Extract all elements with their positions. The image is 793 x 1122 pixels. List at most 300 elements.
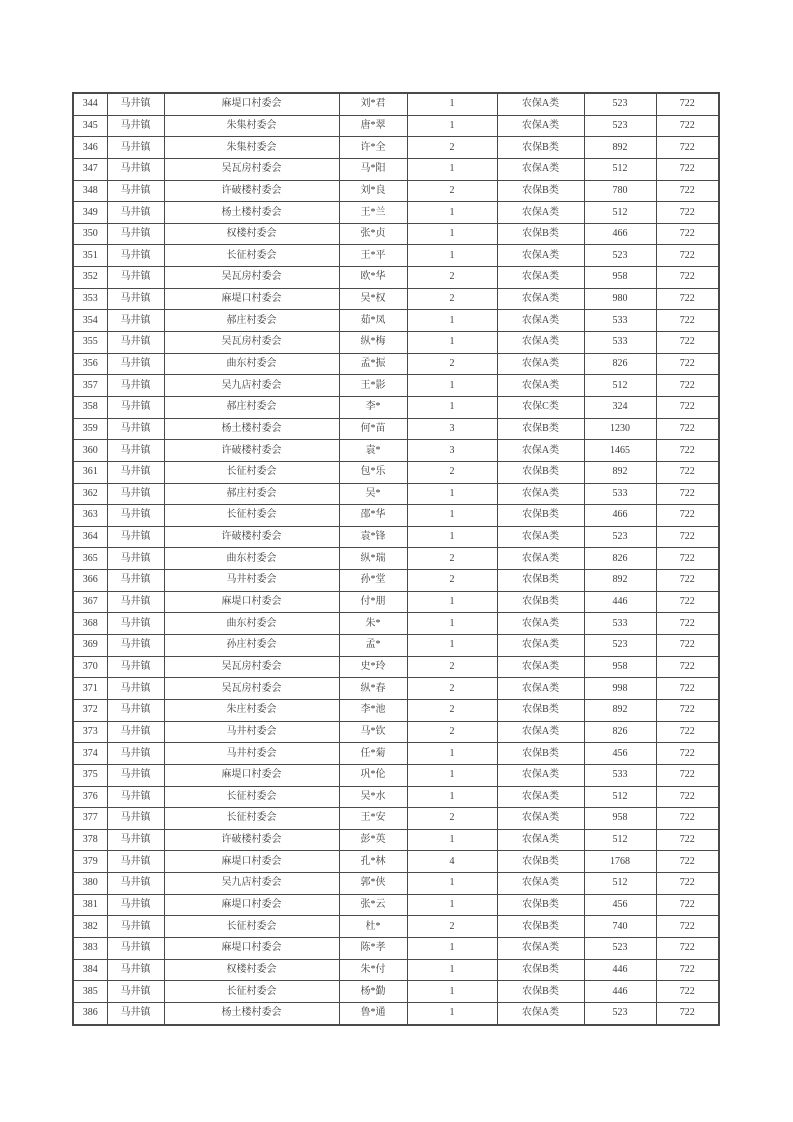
table-cell: 512 xyxy=(584,158,656,180)
table-cell: 李*池 xyxy=(339,699,407,721)
table-row xyxy=(73,440,719,462)
table-cell: 722 xyxy=(656,656,719,678)
table-cell: 马井镇 xyxy=(107,851,164,873)
table-cell: 512 xyxy=(584,873,656,895)
table-cell: 农保A类 xyxy=(497,635,584,657)
table-cell: 麻堤口村委会 xyxy=(164,591,339,613)
table-cell: 杨土楼村委会 xyxy=(164,1002,339,1024)
table-cell: 农保B类 xyxy=(497,851,584,873)
table-row xyxy=(73,505,719,527)
table-cell: 农保A类 xyxy=(497,93,584,115)
table-cell: 722 xyxy=(656,548,719,570)
table-cell: 1 xyxy=(407,483,497,505)
table-cell: 麻堤口村委会 xyxy=(164,93,339,115)
table-cell: 王*影 xyxy=(339,375,407,397)
table-row xyxy=(73,93,719,115)
table-cell: 马井镇 xyxy=(107,353,164,375)
table-cell: 2 xyxy=(407,288,497,310)
table-cell: 马井镇 xyxy=(107,93,164,115)
table-cell: 2 xyxy=(407,548,497,570)
table-cell: 刘*君 xyxy=(339,93,407,115)
table-cell: 郭*侠 xyxy=(339,873,407,895)
table-row xyxy=(73,570,719,592)
table-cell: 马井镇 xyxy=(107,764,164,786)
table-cell: 许破楼村委会 xyxy=(164,440,339,462)
table-row xyxy=(73,180,719,202)
table-cell: 1 xyxy=(407,591,497,613)
table-cell: 446 xyxy=(584,591,656,613)
table-cell: 农保B类 xyxy=(497,699,584,721)
table-cell: 马井镇 xyxy=(107,332,164,354)
table-cell: 许*全 xyxy=(339,137,407,159)
table-cell: 372 xyxy=(73,699,107,721)
table-cell: 2 xyxy=(407,570,497,592)
table-cell: 2 xyxy=(407,137,497,159)
table-cell: 马井镇 xyxy=(107,743,164,765)
table-cell: 马井镇 xyxy=(107,570,164,592)
table-cell: 农保A类 xyxy=(497,440,584,462)
table-cell: 农保A类 xyxy=(497,808,584,830)
table-cell: 1 xyxy=(407,223,497,245)
table-cell: 722 xyxy=(656,1002,719,1024)
table-cell: 农保A类 xyxy=(497,526,584,548)
table-cell: 2 xyxy=(407,678,497,700)
table-cell: 王*安 xyxy=(339,808,407,830)
table-cell: 740 xyxy=(584,916,656,938)
table-cell: 363 xyxy=(73,505,107,527)
table-cell: 马井镇 xyxy=(107,959,164,981)
table-row xyxy=(73,613,719,635)
table-cell: 史*玲 xyxy=(339,656,407,678)
table-cell: 362 xyxy=(73,483,107,505)
table-cell: 农保A类 xyxy=(497,115,584,137)
table-cell: 农保A类 xyxy=(497,873,584,895)
table-cell: 722 xyxy=(656,721,719,743)
table-cell: 722 xyxy=(656,699,719,721)
table-cell: 杜* xyxy=(339,916,407,938)
table-cell: 马井镇 xyxy=(107,310,164,332)
table-cell: 722 xyxy=(656,613,719,635)
table-cell: 722 xyxy=(656,916,719,938)
table-cell: 722 xyxy=(656,418,719,440)
table-cell: 722 xyxy=(656,635,719,657)
table-cell: 533 xyxy=(584,613,656,635)
table-cell: 466 xyxy=(584,223,656,245)
table-row xyxy=(73,288,719,310)
table-cell: 1 xyxy=(407,245,497,267)
table-cell: 农保A类 xyxy=(497,375,584,397)
table-cell: 吴瓦房村委会 xyxy=(164,158,339,180)
table-row xyxy=(73,937,719,959)
table-cell: 吴九店村委会 xyxy=(164,873,339,895)
table-cell: 371 xyxy=(73,678,107,700)
table-cell: 农保A类 xyxy=(497,332,584,354)
table-cell: 彭*英 xyxy=(339,829,407,851)
table-cell: 农保B类 xyxy=(497,894,584,916)
table-cell: 1 xyxy=(407,310,497,332)
table-cell: 2 xyxy=(407,180,497,202)
table-cell: 1 xyxy=(407,635,497,657)
table-row xyxy=(73,483,719,505)
table-cell: 722 xyxy=(656,310,719,332)
table-cell: 523 xyxy=(584,93,656,115)
table-cell: 356 xyxy=(73,353,107,375)
table-row xyxy=(73,418,719,440)
table-cell: 马井镇 xyxy=(107,245,164,267)
table-cell: 358 xyxy=(73,396,107,418)
table-cell: 456 xyxy=(584,743,656,765)
table-cell: 446 xyxy=(584,959,656,981)
table-cell: 353 xyxy=(73,288,107,310)
table-cell: 722 xyxy=(656,894,719,916)
table-cell: 张*云 xyxy=(339,894,407,916)
table-cell: 722 xyxy=(656,245,719,267)
table-cell: 374 xyxy=(73,743,107,765)
table-cell: 农保A类 xyxy=(497,1002,584,1024)
table-cell: 1 xyxy=(407,743,497,765)
table-row xyxy=(73,981,719,1003)
table-cell: 马井镇 xyxy=(107,1002,164,1024)
table-cell: 367 xyxy=(73,591,107,613)
table-cell: 1 xyxy=(407,873,497,895)
table-cell: 375 xyxy=(73,764,107,786)
table-cell: 吴九店村委会 xyxy=(164,375,339,397)
table-row xyxy=(73,332,719,354)
table-cell: 农保A类 xyxy=(497,483,584,505)
table-cell: 376 xyxy=(73,786,107,808)
table-cell: 722 xyxy=(656,332,719,354)
table-cell: 523 xyxy=(584,526,656,548)
table-cell: 350 xyxy=(73,223,107,245)
table-cell: 1 xyxy=(407,526,497,548)
table-cell: 722 xyxy=(656,851,719,873)
table-cell: 378 xyxy=(73,829,107,851)
table-cell: 马井镇 xyxy=(107,418,164,440)
table-cell: 马井镇 xyxy=(107,267,164,289)
table-cell: 826 xyxy=(584,721,656,743)
table-cell: 352 xyxy=(73,267,107,289)
table-cell: 农保A类 xyxy=(497,613,584,635)
table-cell: 370 xyxy=(73,656,107,678)
table-row xyxy=(73,375,719,397)
table-row xyxy=(73,353,719,375)
table-cell: 马井镇 xyxy=(107,916,164,938)
table-cell: 344 xyxy=(73,93,107,115)
table-cell: 杨*勤 xyxy=(339,981,407,1003)
table-cell: 马井镇 xyxy=(107,894,164,916)
table-row xyxy=(73,245,719,267)
table-row xyxy=(73,959,719,981)
table-row xyxy=(73,873,719,895)
table-cell: 农保B类 xyxy=(497,591,584,613)
table-cell: 1465 xyxy=(584,440,656,462)
table-cell: 吴瓦房村委会 xyxy=(164,678,339,700)
table-cell: 马井镇 xyxy=(107,180,164,202)
table-cell: 巩*伦 xyxy=(339,764,407,786)
table-cell: 1 xyxy=(407,764,497,786)
table-cell: 纵*春 xyxy=(339,678,407,700)
table-cell: 马井镇 xyxy=(107,937,164,959)
table-cell: 722 xyxy=(656,764,719,786)
table-cell: 农保B类 xyxy=(497,570,584,592)
table-cell: 马井镇 xyxy=(107,721,164,743)
table-cell: 李* xyxy=(339,396,407,418)
table-cell: 孙*堂 xyxy=(339,570,407,592)
table-cell: 360 xyxy=(73,440,107,462)
table-cell: 512 xyxy=(584,829,656,851)
table-cell: 2 xyxy=(407,461,497,483)
table-cell: 346 xyxy=(73,137,107,159)
table-cell: 刘*良 xyxy=(339,180,407,202)
table-cell: 466 xyxy=(584,505,656,527)
table-cell: 马井镇 xyxy=(107,505,164,527)
table-cell: 长征村委会 xyxy=(164,461,339,483)
table-cell: 袁* xyxy=(339,440,407,462)
table-cell: 长征村委会 xyxy=(164,505,339,527)
table-cell: 533 xyxy=(584,332,656,354)
table-cell: 付*朋 xyxy=(339,591,407,613)
table-cell: 袁*锋 xyxy=(339,526,407,548)
table-cell: 马井镇 xyxy=(107,613,164,635)
table-cell: 农保A类 xyxy=(497,158,584,180)
table-cell: 365 xyxy=(73,548,107,570)
table-cell: 长征村委会 xyxy=(164,916,339,938)
table-cell: 杨土楼村委会 xyxy=(164,202,339,224)
table-row xyxy=(73,743,719,765)
table-cell: 2 xyxy=(407,808,497,830)
table-cell: 长征村委会 xyxy=(164,981,339,1003)
table-cell: 722 xyxy=(656,937,719,959)
table-cell: 722 xyxy=(656,267,719,289)
table-row xyxy=(73,548,719,570)
table-cell: 722 xyxy=(656,461,719,483)
table-cell: 曲东村委会 xyxy=(164,353,339,375)
table-cell: 381 xyxy=(73,894,107,916)
table-cell: 何*苗 xyxy=(339,418,407,440)
table-cell: 722 xyxy=(656,981,719,1003)
table-cell: 农保A类 xyxy=(497,829,584,851)
table-cell: 马井镇 xyxy=(107,375,164,397)
table-cell: 马井村委会 xyxy=(164,570,339,592)
table-cell: 许破楼村委会 xyxy=(164,829,339,851)
table-row xyxy=(73,223,719,245)
table-cell: 523 xyxy=(584,115,656,137)
table-cell: 1768 xyxy=(584,851,656,873)
table-cell: 361 xyxy=(73,461,107,483)
table-cell: 麻堤口村委会 xyxy=(164,937,339,959)
table-cell: 780 xyxy=(584,180,656,202)
table-cell: 1230 xyxy=(584,418,656,440)
table-cell: 马井镇 xyxy=(107,678,164,700)
table-cell: 权楼村委会 xyxy=(164,959,339,981)
table-cell: 722 xyxy=(656,223,719,245)
table-cell: 892 xyxy=(584,699,656,721)
table-cell: 1 xyxy=(407,894,497,916)
table-cell: 722 xyxy=(656,93,719,115)
table-cell: 权楼村委会 xyxy=(164,223,339,245)
table-cell: 354 xyxy=(73,310,107,332)
table-row xyxy=(73,115,719,137)
table-cell: 孟*振 xyxy=(339,353,407,375)
table-cell: 722 xyxy=(656,288,719,310)
table-cell: 农保B类 xyxy=(497,418,584,440)
table-cell: 马井镇 xyxy=(107,396,164,418)
table-cell: 523 xyxy=(584,635,656,657)
table-cell: 马井镇 xyxy=(107,137,164,159)
table-cell: 王*兰 xyxy=(339,202,407,224)
table-cell: 农保B类 xyxy=(497,137,584,159)
table-cell: 马井镇 xyxy=(107,461,164,483)
table-row xyxy=(73,158,719,180)
table-cell: 曲东村委会 xyxy=(164,548,339,570)
table-cell: 马井镇 xyxy=(107,526,164,548)
table-cell: 鲁*通 xyxy=(339,1002,407,1024)
table-cell: 农保A类 xyxy=(497,353,584,375)
table-cell: 892 xyxy=(584,137,656,159)
table-cell: 1 xyxy=(407,158,497,180)
table-cell: 2 xyxy=(407,699,497,721)
table-cell: 农保A类 xyxy=(497,764,584,786)
table-row xyxy=(73,851,719,873)
table-cell: 纵*瑞 xyxy=(339,548,407,570)
table-row xyxy=(73,1002,719,1024)
table-cell: 邵*华 xyxy=(339,505,407,527)
table-cell: 长征村委会 xyxy=(164,808,339,830)
table-cell: 533 xyxy=(584,310,656,332)
table-cell: 农保A类 xyxy=(497,288,584,310)
table-cell: 2 xyxy=(407,916,497,938)
table-cell: 722 xyxy=(656,591,719,613)
table-cell: 马井镇 xyxy=(107,202,164,224)
table-row xyxy=(73,656,719,678)
table-row xyxy=(73,267,719,289)
table-cell: 722 xyxy=(656,483,719,505)
table-cell: 郝庄村委会 xyxy=(164,310,339,332)
table-cell: 380 xyxy=(73,873,107,895)
table-cell: 446 xyxy=(584,981,656,1003)
table-cell: 农保A类 xyxy=(497,678,584,700)
table-cell: 唐*翠 xyxy=(339,115,407,137)
table-cell: 722 xyxy=(656,829,719,851)
table-row xyxy=(73,829,719,851)
table-cell: 1 xyxy=(407,786,497,808)
table-row xyxy=(73,808,719,830)
table-row xyxy=(73,526,719,548)
table-cell: 722 xyxy=(656,158,719,180)
table-cell: 马井村委会 xyxy=(164,721,339,743)
table-cell: 欧*华 xyxy=(339,267,407,289)
table-cell: 农保A类 xyxy=(497,786,584,808)
table-cell: 379 xyxy=(73,851,107,873)
table-cell: 1 xyxy=(407,829,497,851)
table-row xyxy=(73,591,719,613)
table-cell: 马井镇 xyxy=(107,635,164,657)
table-cell: 958 xyxy=(584,656,656,678)
table-cell: 1 xyxy=(407,981,497,1003)
table-cell: 孙庄村委会 xyxy=(164,635,339,657)
table-cell: 357 xyxy=(73,375,107,397)
table-cell: 368 xyxy=(73,613,107,635)
table-cell: 朱*付 xyxy=(339,959,407,981)
table-cell: 马井镇 xyxy=(107,483,164,505)
table-cell: 1 xyxy=(407,937,497,959)
table-cell: 826 xyxy=(584,548,656,570)
table-cell: 722 xyxy=(656,137,719,159)
table-cell: 4 xyxy=(407,851,497,873)
table-cell: 722 xyxy=(656,808,719,830)
table-cell: 吴瓦房村委会 xyxy=(164,267,339,289)
table-cell: 麻堤口村委会 xyxy=(164,288,339,310)
table-cell: 373 xyxy=(73,721,107,743)
table-cell: 农保A类 xyxy=(497,721,584,743)
table-cell: 1 xyxy=(407,202,497,224)
table-cell: 麻堤口村委会 xyxy=(164,894,339,916)
table-cell: 吴*权 xyxy=(339,288,407,310)
table-cell: 366 xyxy=(73,570,107,592)
table-row xyxy=(73,699,719,721)
table-cell: 马井镇 xyxy=(107,808,164,830)
table-cell: 722 xyxy=(656,180,719,202)
table-cell: 纵*梅 xyxy=(339,332,407,354)
table-cell: 吴*水 xyxy=(339,786,407,808)
table-row xyxy=(73,721,719,743)
table-cell: 1 xyxy=(407,959,497,981)
table-cell: 马井镇 xyxy=(107,548,164,570)
table-cell: 马*钦 xyxy=(339,721,407,743)
table-cell: 722 xyxy=(656,959,719,981)
table-cell: 3 xyxy=(407,418,497,440)
table-cell: 马井镇 xyxy=(107,699,164,721)
table-cell: 农保B类 xyxy=(497,743,584,765)
table-cell: 722 xyxy=(656,353,719,375)
table-cell: 722 xyxy=(656,786,719,808)
table-cell: 382 xyxy=(73,916,107,938)
table-cell: 826 xyxy=(584,353,656,375)
table-cell: 郝庄村委会 xyxy=(164,396,339,418)
table-cell: 351 xyxy=(73,245,107,267)
table-cell: 麻堤口村委会 xyxy=(164,851,339,873)
table-cell: 512 xyxy=(584,786,656,808)
table-cell: 359 xyxy=(73,418,107,440)
table-cell: 722 xyxy=(656,570,719,592)
table-cell: 2 xyxy=(407,353,497,375)
table-cell: 农保C类 xyxy=(497,396,584,418)
table-cell: 2 xyxy=(407,656,497,678)
table-cell: 377 xyxy=(73,808,107,830)
table-cell: 张*贞 xyxy=(339,223,407,245)
table-cell: 长征村委会 xyxy=(164,786,339,808)
table-cell: 512 xyxy=(584,375,656,397)
table-cell: 农保A类 xyxy=(497,656,584,678)
table-cell: 陈*孝 xyxy=(339,937,407,959)
table-row xyxy=(73,137,719,159)
table-cell: 1 xyxy=(407,332,497,354)
table-cell: 茹*凤 xyxy=(339,310,407,332)
table-cell: 马井镇 xyxy=(107,440,164,462)
table-cell: 许破楼村委会 xyxy=(164,180,339,202)
table-cell: 980 xyxy=(584,288,656,310)
table-row xyxy=(73,396,719,418)
table-cell: 533 xyxy=(584,483,656,505)
table-row xyxy=(73,678,719,700)
table-cell: 2 xyxy=(407,721,497,743)
table-cell: 512 xyxy=(584,202,656,224)
table-cell: 马井镇 xyxy=(107,115,164,137)
table-cell: 农保B类 xyxy=(497,505,584,527)
table-cell: 马井镇 xyxy=(107,656,164,678)
table-cell: 722 xyxy=(656,202,719,224)
table-cell: 347 xyxy=(73,158,107,180)
